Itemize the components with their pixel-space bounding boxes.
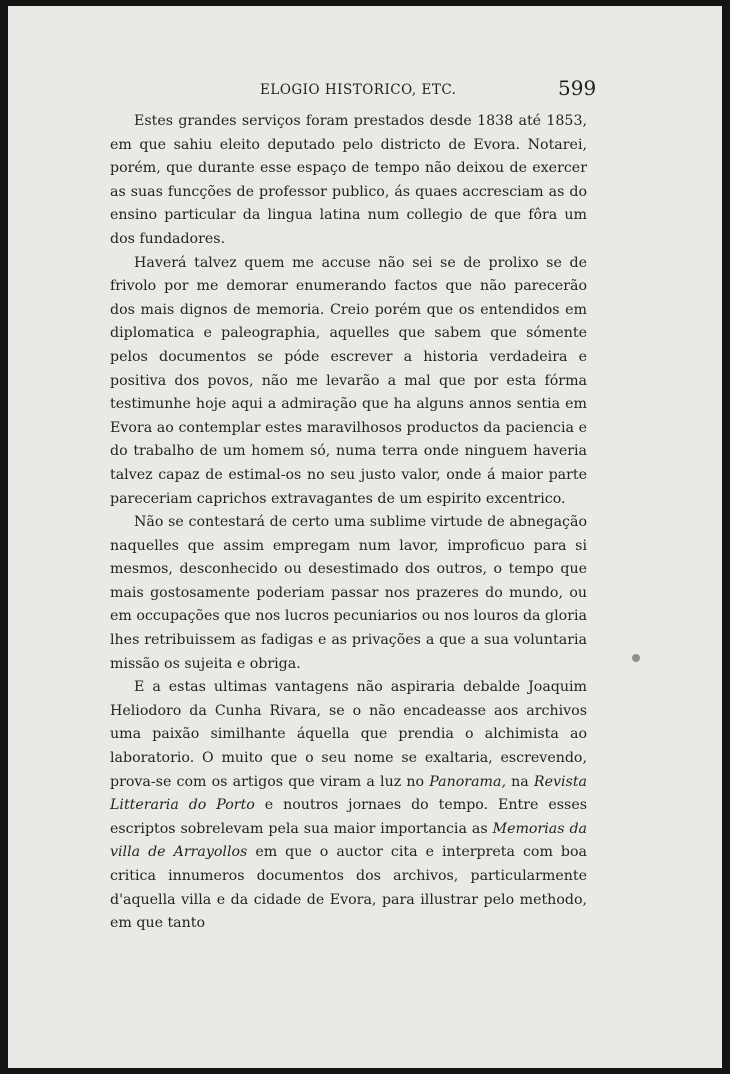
running-title: ELOGIO HISTORICO, ETC. [260,82,457,98]
paragraph-4-text-2: na [505,773,534,790]
paragraph-4-text-1: E a estas ultimas vantagens não aspiraria debalde Joaquim Heliodoro da Cunha Rivara, se o não encadeasse aos archivos uma paixão similhante áquella que prendia o alchimista ao laboratorio. O muito que o seu nome se exaltaria, escrevendo, prova-se com os artigos que viram a luz no [110,679,587,790]
paper-speck [632,654,640,662]
paragraph-4 [110,676,587,936]
page-header [8,74,722,104]
book-page [8,6,722,1068]
title-memorias-arrayollos: Memorias da villa de Arrayollos [110,820,587,861]
title-revista-litteraria: Revista Litteraria do Porto [110,773,587,814]
paragraph-4-text-3: e noutros jornaes do tempo. Entre esses escriptos sobrelevam pela sua maior importancia as [110,797,587,837]
paragraph-4-text-4: em que o auctor cita e interpreta com boa critica innumeros documentos dos archivos, particularmente d'aquella villa e da cidade de Evora, para illustrar pelo methodo, em que tanto [110,844,587,932]
body-text [110,110,587,936]
title-panorama: Panorama, [429,773,506,790]
paragraph-2: Haverá talvez quem me accuse não sei se de prolixo se de frivolo por me demorar enumerando factos que não parecerão dos mais dignos de memoria. Creio porém que os entendidos em diplomatica e paleographia, aquelles que sabem que sómente pelos documentos se póde escrever a historia verdadeira e positiva dos povos, não me levarão a mal que por esta fórma testimunhe hoje aqui a admiração que ha alguns annos sentia em Evora ao contemplar estes maravilhosos productos da paciencia e do trabalho de um homem só, numa terra onde ninguem haveria talvez capaz de estimal-os no seu justo valor, onde á maior parte pareceriam caprichos extravagantes de um espirito excentrico. [110,254,587,507]
paragraph-1: Estes grandes serviços foram prestados desde 1838 até 1853, em que sahiu eleito deputado pelo districto de Evora. Notarei, porém, que durante esse espaço de tempo não deixou de exercer as suas funcções de professor publico, ás quaes accresciam as do ensino particular da lingua latina num collegio de que fôra um dos fundadores. [110,113,587,247]
page-number: 599 [558,76,597,100]
paragraph-3: Não se contestará de certo uma sublime virtude de abnegação naquelles que assim empregam num lavor, improficuo para si mesmos, desconhecido ou desestimado dos outros, o tempo que mais gostosamente poderiam passar nos prazeres do mundo, ou em occupações que nos lucros pecuniarios ou nos louros da gloria lhes retribuissem as fadigas e as privações a que a sua voluntaria missão os sujeita e obriga. [110,514,587,672]
